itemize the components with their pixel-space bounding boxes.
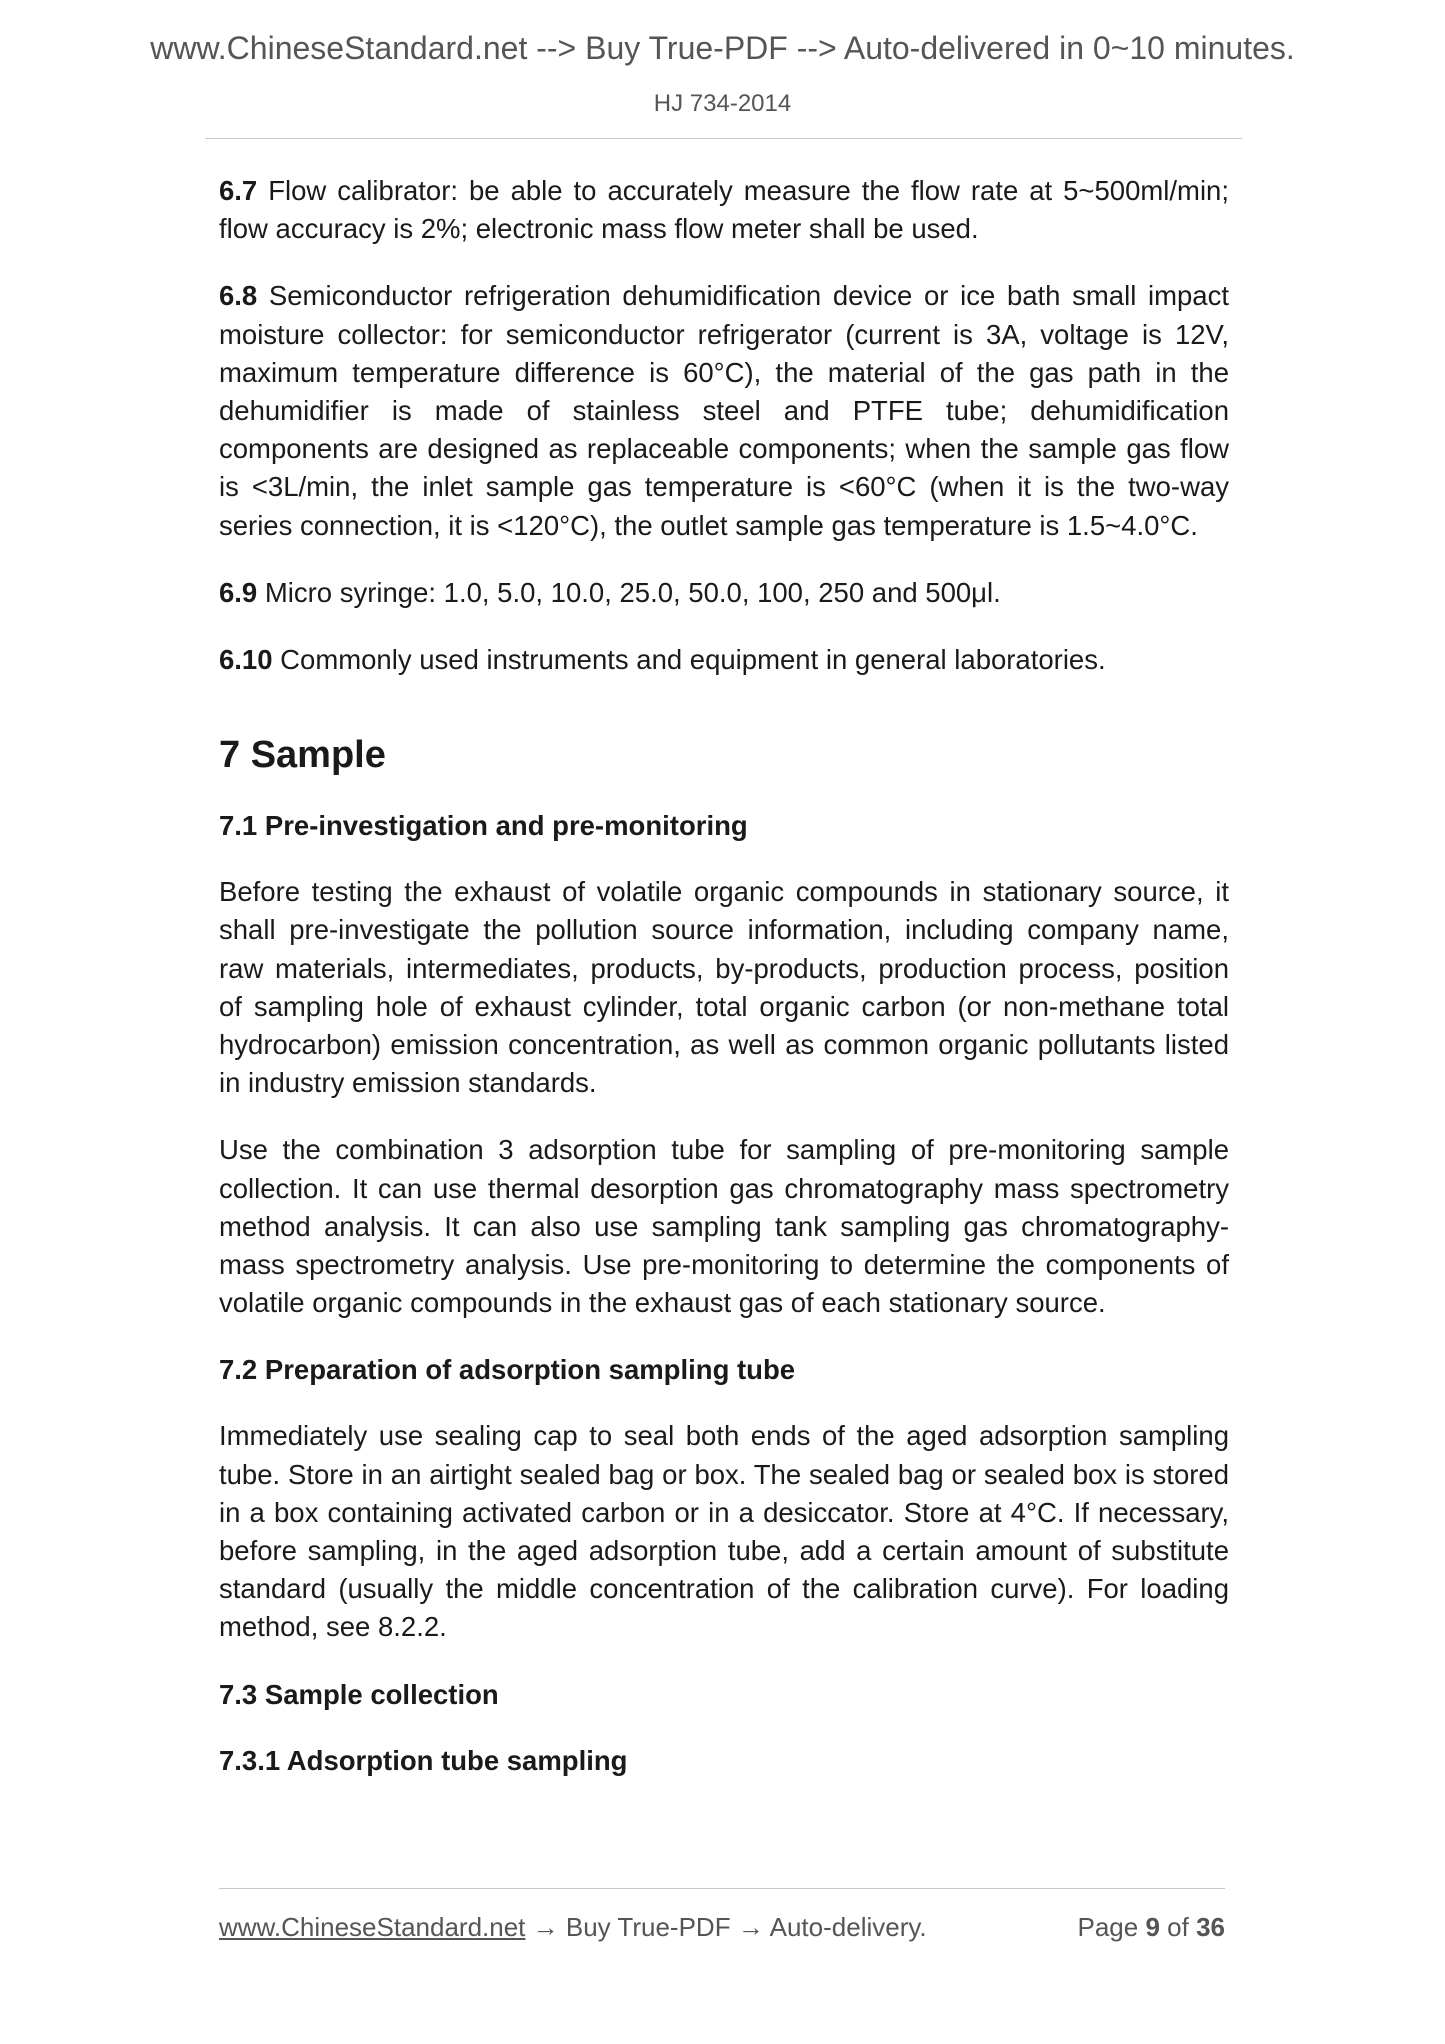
page-indicator — [1077, 1912, 1225, 1943]
page-current: 9 — [1145, 1912, 1160, 1942]
clause-6-10 — [219, 641, 1229, 679]
section-heading-7-1: 7.1 Pre-investigation and pre-monitoring — [219, 810, 748, 842]
clause-6-7 — [219, 172, 1229, 248]
of-label: of — [1167, 1912, 1189, 1942]
header-divider — [205, 138, 1242, 139]
clause-number: 6.10 — [219, 644, 273, 676]
section-heading-7-2: 7.2 Preparation of adsorption sampling tube — [219, 1354, 796, 1386]
page-total: 36 — [1196, 1912, 1225, 1942]
arrow-right-icon: → — [532, 1912, 559, 1942]
buy-text: Buy True-PDF — [565, 1912, 731, 1942]
clause-text: Semiconductor refrigeration dehumidification device or ice bath small impact moisture collector: for semiconductor refrigerator (current is 3A, voltage is 12V, maximum temperature difference is 60°C), the material of the gas path in the dehumidifier is made of stainless steel and PTFE tube; dehumidification components are designed as replaceable components; when the sample gas flow is <3L/min, the inlet sample gas temperature is <60°C (when it is the two-way series connection, it is <120°C), the outlet sample gas temperature is 1.5~4.0°C. — [219, 280, 1229, 541]
clause-text: Micro syringe: 1.0, 5.0, 10.0, 25.0, 50.0, 100, 250 and 500μl. — [257, 576, 1001, 608]
clause-6-8 — [219, 277, 1229, 544]
page-content — [219, 172, 1229, 1808]
paragraph: Immediately use sealing cap to seal both ends of the aged adsorption sampling tube. Store in an airtight sealed bag or box. The sealed bag or sealed box is stored in a box containing activated carbon or in a desiccator. Store at 4°C. If necessary, before sampling, in the aged adsorption tube, add a certain amount of substitute standard (usually the middle concentration of the calibration curve). For loading method, see 8.2.2. — [219, 1420, 1229, 1643]
clause-text: Commonly used instruments and equipment in general laboratories. — [272, 644, 1106, 676]
paragraph: Before testing the exhaust of volatile organic compounds in stationary source, it shall pre-investigate the pollution source information, including company name, raw materials, intermediates, products, by-products, production process, position of sampling hole of exhaust cylinder, total organic carbon (or non-methane total hydrocarbon) emission concentration, as well as common organic pollutants listed in industry emission standards. — [219, 876, 1229, 1099]
footer-left — [219, 1912, 927, 1943]
footer-divider — [219, 1888, 1225, 1889]
paragraph: Use the combination 3 adsorption tube for sampling of pre-monitoring sample collection. It can use thermal desorption gas chromatography mass spectrometry method analysis. It can also use sampling tank sampling gas chromatography-mass spectrometry analysis. Use pre-monitoring to determine the components of volatile organic compounds in the exhaust gas of each stationary source. — [219, 1134, 1229, 1319]
document-code: HJ 734-2014 — [653, 90, 792, 117]
auto-delivery-text: Auto-delivery. — [769, 1912, 927, 1942]
section-heading-7-3: 7.3 Sample collection — [219, 1678, 499, 1710]
section-heading-7-3-1: 7.3.1 Adsorption tube sampling — [219, 1744, 628, 1776]
arrow-right-icon: → — [737, 1912, 764, 1942]
clause-number: 6.7 — [219, 175, 258, 206]
clause-text: Flow calibrator: be able to accurately measure the flow rate at 5~500ml/min; flow accuracy is 2%; electronic mass flow meter shall be used. — [219, 175, 1229, 245]
chapter-heading: 7 Sample — [219, 734, 386, 777]
clause-number: 6.8 — [219, 280, 258, 312]
site-link[interactable]: www.ChineseStandard.net — [219, 1912, 526, 1942]
page-label: Page — [1077, 1912, 1139, 1942]
site-banner: www.ChineseStandard.net --> Buy True-PDF --> Auto-delivered in 0~10 minutes. — [150, 30, 1295, 66]
clause-6-9 — [219, 574, 1229, 612]
clause-number: 6.9 — [219, 576, 258, 608]
